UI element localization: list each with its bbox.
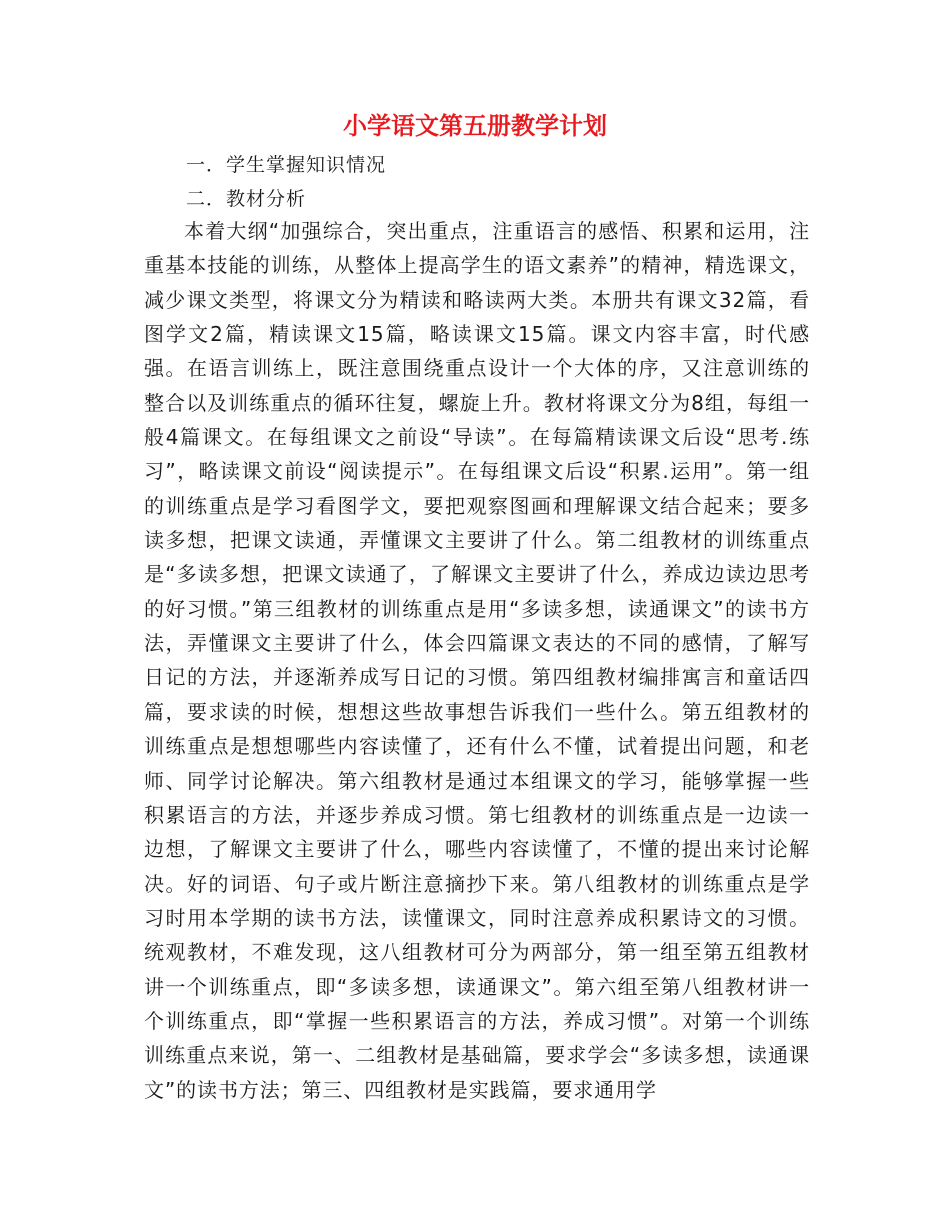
- section-heading-2: 二．教材分析: [186, 188, 307, 210]
- page-title: 小学语文第五册教学计划: [343, 111, 607, 140]
- section-heading-1: 一．学生掌握知识情况: [186, 154, 387, 176]
- body-paragraph: 本着大纲“加强综合，突出重点，注重语言的感悟、积累和运用，注重基本技能的训练，从整体上提高学生的语文素养”的精神，精选课文，减少课文类型，将课文分为精读和略读两大类。本册共有课文32篇，看图学文2篇，精读课文15篇，略读课文15篇。课文内容丰富，时代感强。在语言训练上，既注意围绕重点设计一个大体的序，又注意训练的整合以及训练重点的循环往复，螺旋上升。教材将课文分为8组，每组一般4篇课文。在每组课文之前设“导读”。在每篇精读课文后设“思考.练习”，略读课文前设“阅读提示”。在每组课文后设“积累.运用”。第一组的训练重点是学习看图学文，要把观察图画和理解课文结合起来；要多读多想，把课文读通，弄懂课文主要讲了什么。第二组教材的训练重点是“多读多想，把课文读通了，了解课文主要讲了什么，养成边读边思考的好习惯。”第三组教材的训练重点是用“多读多想，读通课文”的读书方法，弄懂课文主要讲了什么，体会四篇课文表达的不同的感情，了解写日记的方法，并逐渐养成写日记的习惯。第四组教材编排寓言和童话四篇，要求读的时候，想想这些故事想告诉我们一些什么。第五组教材的训练重点是想想哪些内容读懂了，还有什么不懂，试着提出问题，和老师、同学讨论解决。第六组教材是通过本组课文的学习，能够掌握一些积累语言的方法，并逐步养成习惯。第七组教材的训练重点是一边读一边想，了解课文主要讲了什么，哪些内容读懂了，不懂的提出来讨论解决。好的词语、句子或片断注意摘抄下来。第八组教材的训练重点是学习时用本学期的读书方法，读懂课文，同时注意养成积累诗文的习惯。统观教材，不难发现，这八组教材可分为两部分，第一组至第五组教材讲一个训练重点，即“多读多想，读通课文”。第六组至第八组教材讲一个训练重点，即“掌握一些积累语言的方法，养成习惯”。对第一个训练训练重点来说，第一、二组教材是基础篇，要求学会“多读多想，读通课文”的读书方法；第三、四组教材是实践篇，要求通用学: [144, 219, 810, 1102]
